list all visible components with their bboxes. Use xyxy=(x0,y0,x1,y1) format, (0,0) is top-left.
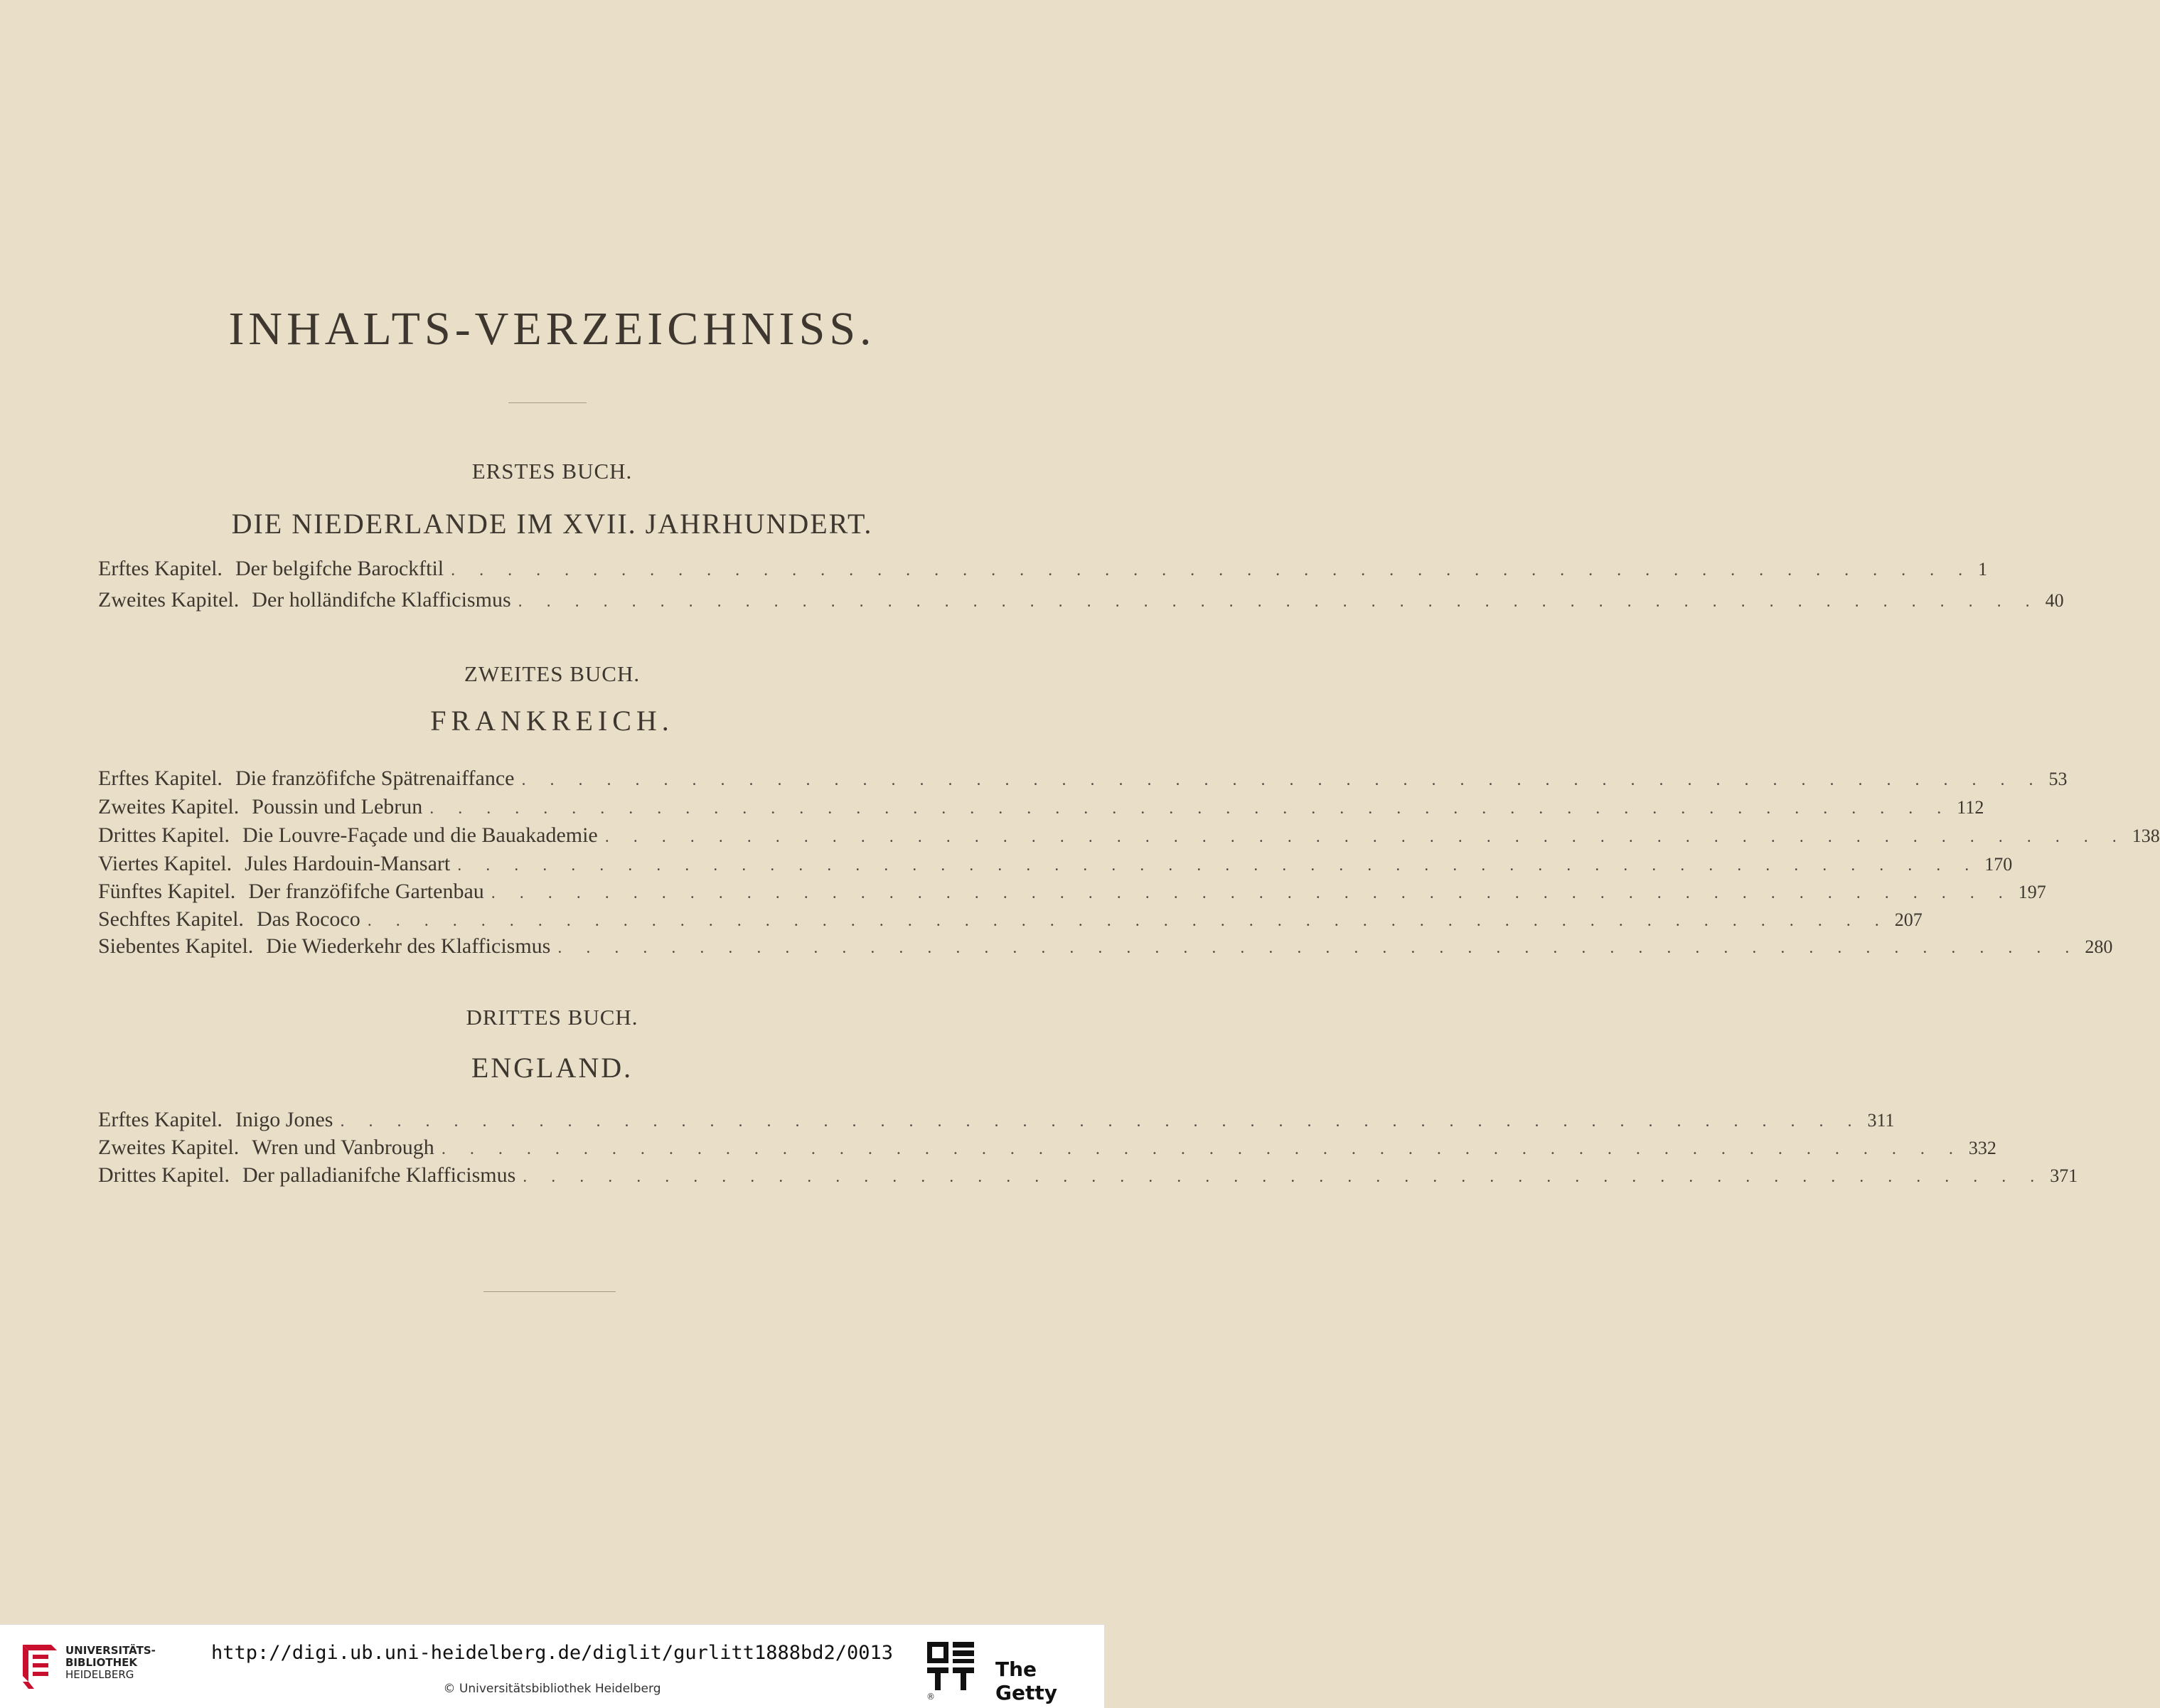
chapter-title: Der holländifche Klafficismus xyxy=(252,588,511,612)
dot-leader: . . . . . . . . . . . . . . . . . . . . . . . . . . . . . . . . . . . . . . . . . . . . . . . . . . . . . . xyxy=(340,1112,1862,1131)
page-number: 371 xyxy=(2050,1165,2078,1186)
dot-leader: . . . . . . . . . . . . . . . . . . . . . . . . . . . . . . . . . . . . . . . . . . . . . . . . . . . . . . xyxy=(518,592,2040,611)
toc-entry xyxy=(98,588,2064,614)
registered-mark: ® xyxy=(926,1692,935,1702)
toc-entry xyxy=(98,880,2046,905)
dot-leader: . . . . . . . . . . . . . . . . . . . . . . . . . . . . . . . . . . . . . . . . . . . . . . . . . . . . . . xyxy=(557,939,2080,957)
chapter-title: Der franzöfifche Gartenbau xyxy=(248,880,484,903)
toc-entry xyxy=(98,934,2113,960)
chapter-number: Fünftes Kapitel. xyxy=(98,880,236,903)
chapter-title: Die franzöfifche Spätrenaiffance xyxy=(235,767,515,790)
toc-entry xyxy=(98,852,2013,877)
chapter-title: Die Louvre-Façade und die Bauakademie xyxy=(242,823,598,847)
copyright-notice: © Universitätsbibliothek Heidelberg xyxy=(443,1682,661,1696)
page-number: 311 xyxy=(1867,1110,1895,1131)
uni-line-1: UNIVERSITÄTS- xyxy=(65,1644,156,1657)
toc-entry xyxy=(98,907,1923,933)
page-number: 280 xyxy=(2085,936,2113,957)
toc-entry xyxy=(98,557,1988,582)
dot-leader: . . . . . . . . . . . . . . . . . . . . . . . . . . . . . . . . . . . . . . . . . . . . . . . . . . . . . . xyxy=(491,884,2013,902)
dot-leader: . . . . . . . . . . . . . . . . . . . . . . . . . . . . . . . . . . . . . . . . . . . . . . . . . . . . . . xyxy=(451,561,1973,580)
chapter-title: Das Rococo xyxy=(256,907,360,931)
dot-leader: . . . . . . . . . . . . . . . . . . . . . . . . . . . . . . . . . . . . . . . . . . . . . . . . . . . . . . xyxy=(367,912,1889,930)
page-number: 170 xyxy=(1984,854,2013,875)
book-title-2: FRANKREICH. xyxy=(430,705,674,737)
toc-entry xyxy=(98,1136,1996,1161)
chapter-number: Drittes Kapitel. xyxy=(98,823,230,847)
page-number: 138 xyxy=(2132,826,2160,846)
page-number: 197 xyxy=(2018,882,2046,902)
chapter-title: Die Wiederkehr des Klafficismus xyxy=(266,934,551,958)
getty-logo-icon xyxy=(924,1639,978,1693)
toc-entry xyxy=(98,1108,1895,1133)
closing-rule xyxy=(483,1291,616,1292)
getty-name: The Getty xyxy=(995,1658,1057,1704)
page-number: 53 xyxy=(2048,769,2068,789)
chapter-title: Poussin und Lebrun xyxy=(252,795,423,818)
title-rule xyxy=(508,402,587,403)
dot-leader: . . . . . . . . . . . . . . . . . . . . . . . . . . . . . . . . . . . . . . . . . . . . . . . . . . . . . . xyxy=(604,828,2127,846)
uni-line-2: BIBLIOTHEK xyxy=(65,1656,137,1669)
chapter-title: Der belgifche Barockftil xyxy=(235,557,444,580)
chapter-number: Erftes Kapitel. xyxy=(98,557,223,580)
dot-leader: . . . . . . . . . . . . . . . . . . . . . . . . . . . . . . . . . . . . . . . . . . . . . . . . . . . . . . xyxy=(441,1140,1963,1158)
toc-entry xyxy=(98,767,2068,792)
chapter-number: Viertes Kapitel. xyxy=(98,852,232,875)
book-label-2: ZWEITES BUCH. xyxy=(464,661,641,686)
page-number: 332 xyxy=(1968,1138,1996,1158)
chapter-title: Jules Hardouin-Mansart xyxy=(245,852,451,875)
book-title-3: ENGLAND. xyxy=(471,1052,633,1084)
chapter-number: Zweites Kapitel. xyxy=(98,588,240,612)
book-label-1: ERSTES BUCH. xyxy=(471,459,633,484)
toc-entry xyxy=(98,1163,2078,1189)
viewer-footer xyxy=(0,1624,1104,1708)
dot-leader: . . . . . . . . . . . . . . . . . . . . . . . . . . . . . . . . . . . . . . . . . . . . . . . . . . . . . . xyxy=(429,799,1952,818)
dot-leader: . . . . . . . . . . . . . . . . . . . . . . . . . . . . . . . . . . . . . . . . . . . . . . . . . . . . . . xyxy=(457,856,1979,875)
page-number: 207 xyxy=(1894,909,1923,930)
toc-entry xyxy=(98,823,2160,849)
book-label-3: DRITTES BUCH. xyxy=(466,1005,638,1030)
chapter-title: Wren und Vanbrough xyxy=(252,1136,434,1159)
toc-entry xyxy=(98,795,1984,821)
dot-leader: . . . . . . . . . . . . . . . . . . . . . . . . . . . . . . . . . . . . . . . . . . . . . . . . . . . . . . xyxy=(521,771,2043,789)
page-number: 112 xyxy=(1957,797,1984,818)
page-title: INHALTS-VERZEICHNISS. xyxy=(228,303,876,355)
chapter-number: Erftes Kapitel. xyxy=(98,767,223,790)
dot-leader: . . . . . . . . . . . . . . . . . . . . . . . . . . . . . . . . . . . . . . . . . . . . . . . . . . . . . . xyxy=(523,1168,2045,1186)
chapter-title: Der palladianifche Klafficismus xyxy=(242,1163,516,1187)
page-number: 40 xyxy=(2045,590,2064,611)
chapter-number: Erftes Kapitel. xyxy=(98,1108,223,1131)
chapter-number: Sechftes Kapitel. xyxy=(98,907,244,931)
chapter-title: Inigo Jones xyxy=(235,1108,333,1131)
chapter-number: Siebentes Kapitel. xyxy=(98,934,254,958)
page-number: 1 xyxy=(1978,559,1988,580)
chapter-number: Drittes Kapitel. xyxy=(98,1163,230,1187)
chapter-number: Zweites Kapitel. xyxy=(98,795,240,818)
book-title-1: DIE NIEDERLANDE IM XVII. JAHRHUNDERT. xyxy=(231,508,873,540)
permalink-url[interactable]: http://digi.ub.uni-heidelberg.de/diglit/gurlitt1888bd2/0013 xyxy=(210,1642,894,1664)
uni-line-3: HEIDELBERG xyxy=(65,1668,134,1681)
chapter-number: Zweites Kapitel. xyxy=(98,1136,240,1159)
